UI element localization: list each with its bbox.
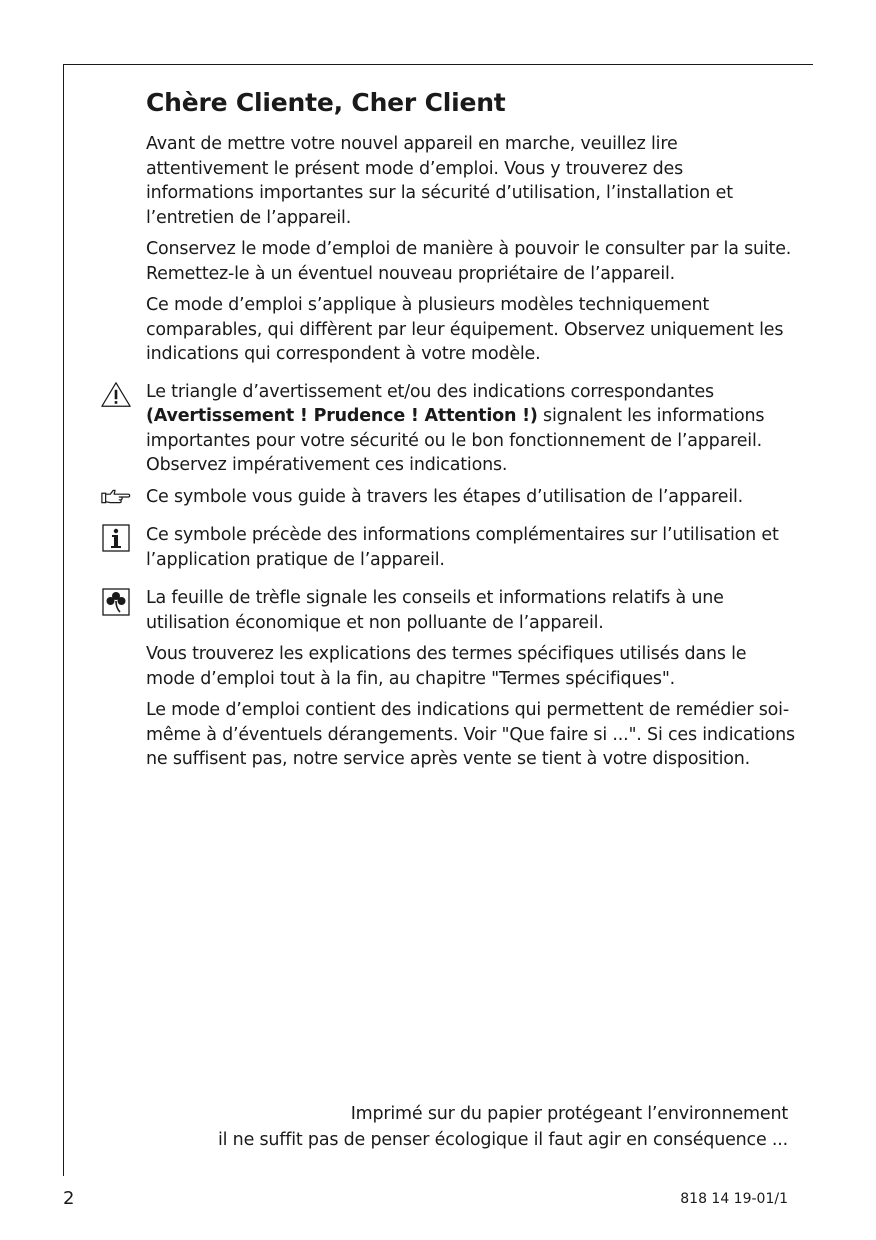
- warning-text-end: signalent les informations importantes pour votre sécurité ou le bon fonctionnement de l’appareil. Observez impérativement ces indications.: [146, 406, 765, 475]
- eco-block: [146, 586, 796, 635]
- warning-paragraph: [146, 380, 796, 478]
- environment-note-line-2: il ne suffit pas de penser écologique il faut agir en conséquence ...: [217, 1130, 788, 1150]
- eco-paragraph: La feuille de trèfle signale les conseils et informations relatifs à une utilisation économique et non polluante de l’appareil.: [146, 588, 724, 633]
- info-block: [146, 523, 796, 572]
- environment-note-line-1: Imprimé sur du papier protégeant l’environnement: [350, 1104, 788, 1124]
- models-paragraph: Ce mode d’emploi s’applique à plusieurs modèles techniquement comparables, qui diffèrent par leur équipement. Observez uniquement les indications qui correspondent à votre modèle.: [146, 295, 784, 364]
- page-title: Chère Cliente, Cher Client: [146, 88, 506, 117]
- clover-leaf-icon: [100, 586, 132, 618]
- environment-note: [218, 1101, 788, 1153]
- terms-paragraph: Vous trouverez les explications des termes spécifiques utilisés dans le mode d’emploi tout à la fin, au chapitre "Termes spécifiques".: [146, 644, 747, 689]
- left-rule: [63, 64, 64, 1176]
- warning-triangle-icon: [100, 379, 132, 411]
- warning-text-start: Le triangle d’avertissement et/ou des indications correspondantes: [146, 381, 714, 402]
- document-code: 818 14 19-01/1: [680, 1191, 788, 1207]
- steps-block: [146, 485, 796, 510]
- troubleshoot-paragraph: Le mode d’emploi contient des indications qui permettent de remédier soi-même à d’éventuels dérangements. Voir "Que faire si ...". Si ces indications ne suffisent pas, notre service après vente se tient à votre disposition.: [146, 700, 795, 769]
- warning-keywords: (Avertissement ! Prudence ! Attention !): [146, 406, 538, 426]
- top-rule: [63, 64, 813, 65]
- main-content: [146, 84, 796, 779]
- steps-paragraph: Ce symbole vous guide à travers les étapes d’utilisation de l’appareil.: [146, 486, 744, 507]
- pointing-hand-icon: [100, 481, 132, 513]
- info-icon: [100, 522, 132, 554]
- info-paragraph: Ce symbole précède des informations complémentaires sur l’utilisation et l’application pratique de l’appareil.: [146, 525, 779, 570]
- warning-block: [146, 380, 796, 478]
- keep-paragraph: Conservez le mode d’emploi de manière à pouvoir le consulter par la suite. Remettez-le à un éventuel nouveau propriétaire de l’appareil.: [146, 239, 792, 284]
- intro-paragraph: Avant de mettre votre nouvel appareil en marche, veuillez lire attentivement le présent mode d’emploi. Vous y trouverez des informations importantes sur la sécurité d’utilisation, l’installation et l’entretien de l’appareil.: [146, 134, 733, 228]
- page-number: 2: [63, 1188, 75, 1209]
